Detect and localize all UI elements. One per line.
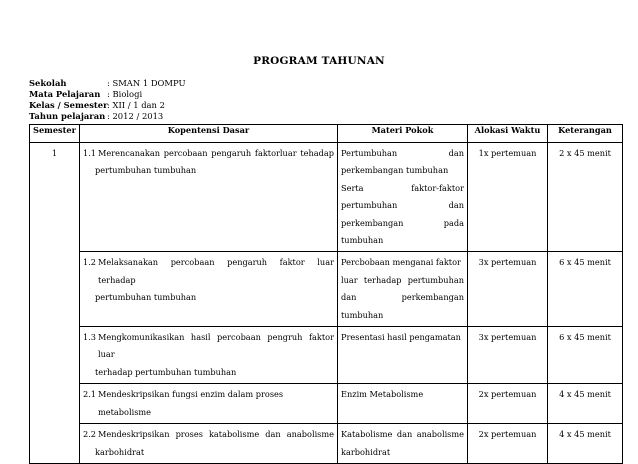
kd-number: 2.2 — [83, 429, 97, 440]
alokasi-cell: 2x pertemuan — [468, 424, 548, 464]
kd-text: Mendeskripsikan fungsi enzim dalam proses metabolisme — [98, 389, 284, 417]
school-info — [29, 78, 186, 122]
keterangan-cell: 6 x 45 menit — [548, 252, 623, 327]
kd-cell — [80, 252, 338, 327]
kd-cell — [80, 143, 338, 252]
info-row-mata-pelajaran — [29, 89, 186, 100]
materi-line: tumbuhan — [341, 309, 384, 320]
info-value: : 2012 / 2013 — [107, 111, 164, 121]
materi-line: Presentasi hasil pengamatan — [341, 332, 461, 343]
info-value: : XII / 1 dan 2 — [107, 100, 165, 110]
kd-text-continued: karbohidrat — [95, 446, 145, 457]
semester-cell: 1 — [30, 143, 80, 464]
materi-cell — [338, 252, 468, 327]
materi-cell — [338, 143, 468, 252]
kd-number: 1.3 — [83, 332, 97, 343]
alokasi-cell: 2x pertemuan — [468, 384, 548, 424]
materi-line: Enzim Metabolisme — [341, 389, 424, 400]
materi-line: dan perkembangan — [341, 292, 464, 303]
kd-cell — [80, 327, 338, 384]
materi-line: perkembangan tumbuhan — [341, 165, 449, 176]
materi-line: pertumbuhan dan — [341, 200, 464, 211]
materi-cell — [338, 424, 468, 464]
materi-line: luar terhadap pertumbuhan — [341, 274, 464, 285]
table-row — [30, 252, 623, 327]
keterangan-cell: 4 x 45 menit — [548, 424, 623, 464]
info-label: Mata Pelajaran — [29, 89, 101, 99]
alokasi-cell: 3x pertemuan — [468, 327, 548, 384]
col-header-kompetensi-dasar: Kopentensi Dasar — [80, 125, 338, 143]
page-title: PROGRAM TAHUNAN — [253, 55, 385, 67]
info-row-sekolah — [29, 78, 186, 89]
info-row-tahun-pelajaran — [29, 111, 186, 122]
col-header-alokasi-waktu: Alokasi Waktu — [468, 125, 548, 143]
kd-text-continued: pertumbuhan tumbuhan — [95, 165, 197, 176]
info-label: Tahun pelajaran — [29, 111, 106, 121]
kd-text-continued: pertumbuhan tumbuhan — [95, 292, 197, 303]
kd-text: Merencanakan percobaan pengaruh faktorluar tehadap — [98, 148, 334, 158]
col-header-keterangan: Keterangan — [548, 125, 623, 143]
keterangan-cell: 4 x 45 menit — [548, 384, 623, 424]
kd-cell — [80, 424, 338, 464]
kd-text-continued: terhadap pertumbuhan tumbuhan — [95, 366, 237, 377]
materi-line: Pertumbuhan dan — [341, 148, 464, 158]
materi-line: tumbuhan — [341, 235, 384, 246]
materi-line: Katabolisme dan anabolisme — [341, 429, 464, 440]
materi-cell — [338, 384, 468, 424]
col-header-materi-pokok: Materi Pokok — [338, 125, 468, 143]
info-value: : Biologi — [107, 89, 143, 99]
table-row — [30, 424, 623, 464]
materi-line: Serta faktor-faktor — [341, 182, 464, 193]
table-row — [30, 143, 623, 252]
materi-cell — [338, 327, 468, 384]
table-header-row — [30, 125, 623, 143]
kd-cell — [80, 384, 338, 424]
alokasi-cell: 1x pertemuan — [468, 143, 548, 252]
keterangan-cell: 6 x 45 menit — [548, 327, 623, 384]
materi-line: Percbobaan menganai faktor — [341, 257, 461, 268]
kd-text: Mengkomunikasikan hasil percobaan pengruh faktor luar — [98, 332, 334, 360]
materi-line: karbohidrat — [341, 446, 391, 457]
kd-number: 2.1 — [83, 389, 97, 400]
info-value: : SMAN 1 DOMPU — [107, 78, 186, 88]
info-label: Sekolah — [29, 78, 67, 88]
kd-number: 1.1 — [83, 148, 97, 158]
kd-text: Mendeskripsikan proses katabolisme dan anabolisme — [98, 429, 334, 440]
table-row — [30, 327, 623, 384]
table-row — [30, 384, 623, 424]
col-header-semester: Semester — [30, 125, 80, 143]
kd-number: 1.2 — [83, 257, 97, 268]
alokasi-cell: 3x pertemuan — [468, 252, 548, 327]
keterangan-cell: 2 x 45 menit — [548, 143, 623, 252]
materi-line: perkembangan pada — [341, 217, 464, 228]
info-row-kelas-semester — [29, 100, 186, 111]
kd-text: Melaksanakan percobaan pengaruh faktor luar terhadap — [98, 257, 334, 285]
info-label: Kelas / Semester — [29, 100, 108, 110]
program-table — [29, 124, 623, 464]
